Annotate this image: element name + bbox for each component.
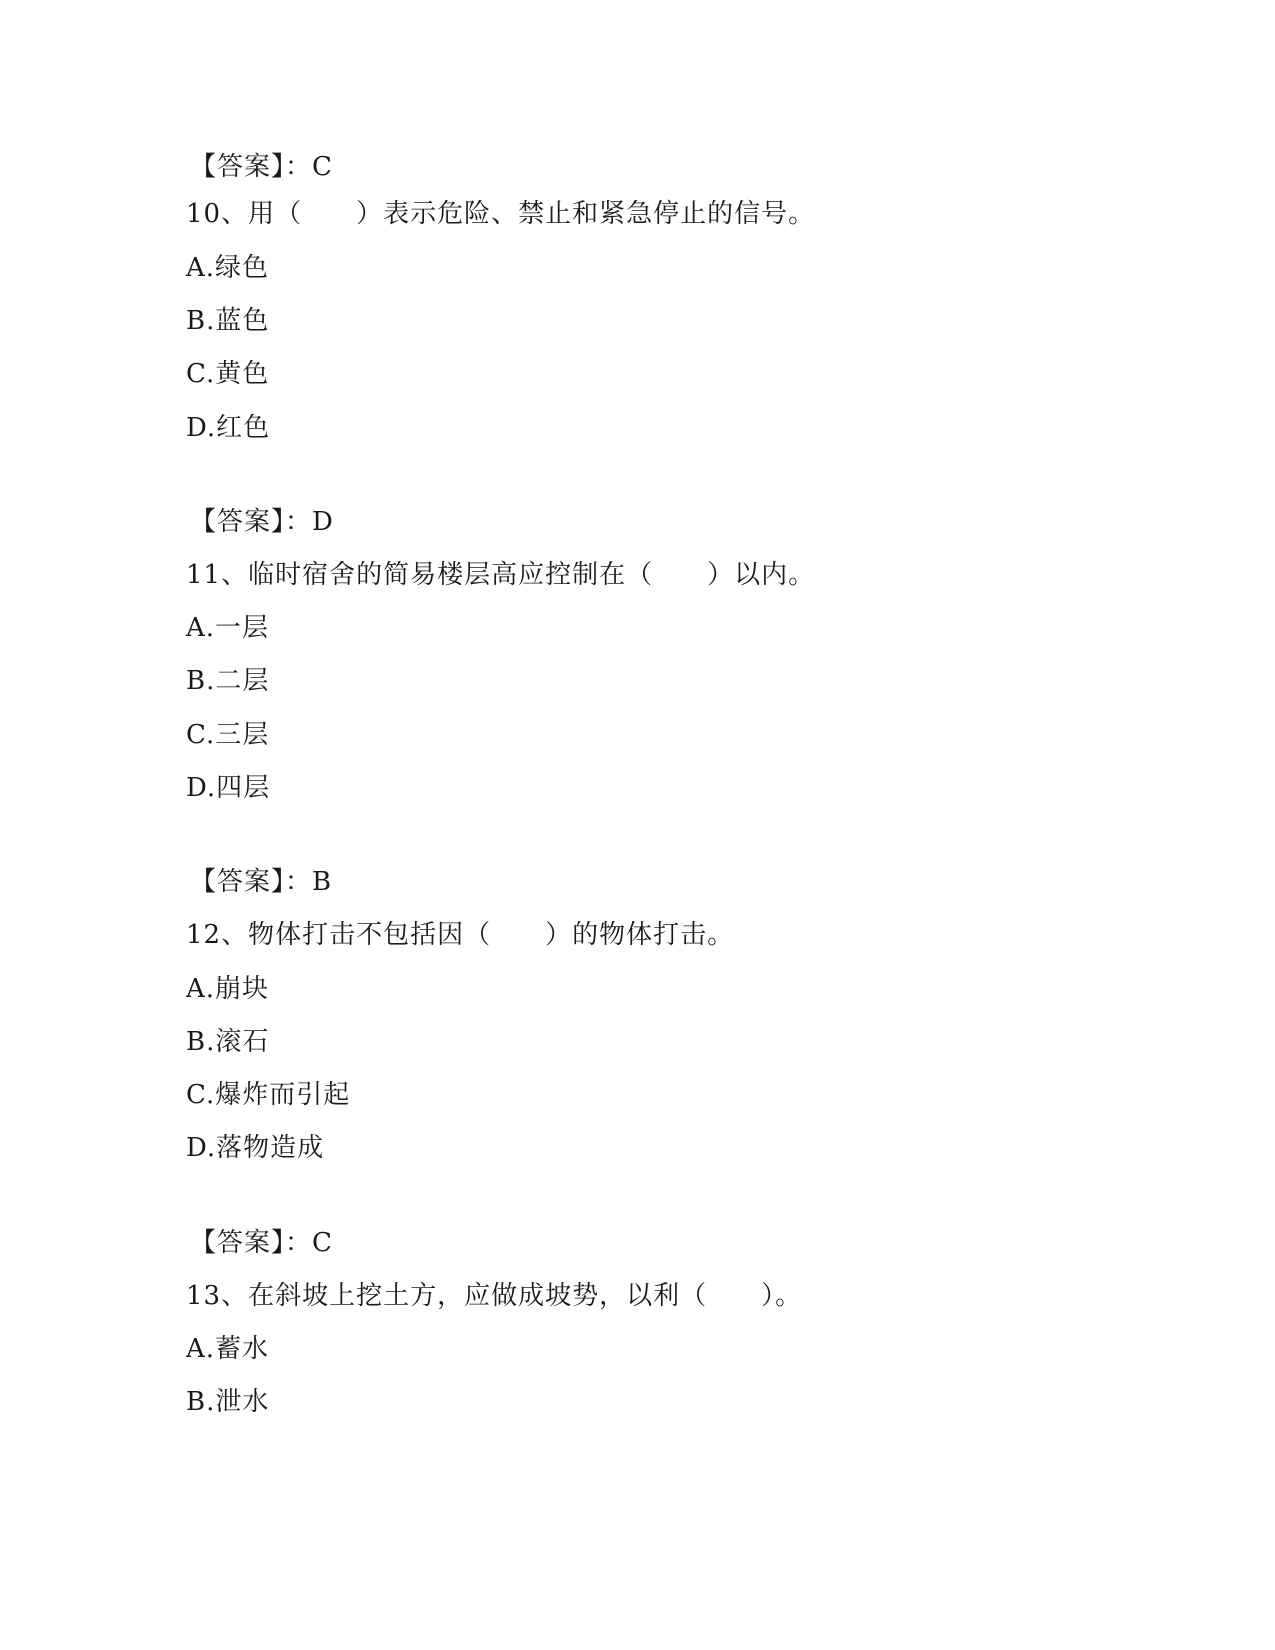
option-line: A.蓄水 <box>186 1334 270 1364</box>
option-line: B.泄水 <box>186 1387 270 1417</box>
answer-line: 【答案】：B <box>190 867 333 897</box>
answer-line: 【答案】：C <box>190 1228 333 1258</box>
option-line: B.蓝色 <box>186 306 270 336</box>
option-line: A.绿色 <box>186 253 270 283</box>
answer-line: 【答案】：D <box>190 507 334 537</box>
question-12: 12、物体打击不包括因（ ）的物体打击。 <box>186 920 735 950</box>
question-11: 11、临时宿舍的简易楼层高应控制在（ ）以内。 <box>186 560 816 590</box>
option-line: C.三层 <box>186 720 270 750</box>
option-line: C.黄色 <box>186 359 270 389</box>
option-line: D.落物造成 <box>186 1133 325 1163</box>
option-line: B.二层 <box>186 666 270 696</box>
option-line: D.四层 <box>186 773 271 803</box>
option-line: D.红色 <box>186 413 271 443</box>
question-10: 10、用（ ）表示危险、禁止和紧急停止的信号。 <box>186 199 816 229</box>
option-line: A.一层 <box>186 613 270 643</box>
option-line: C.爆炸而引起 <box>186 1080 351 1110</box>
option-line: B.滚石 <box>186 1027 270 1057</box>
question-13: 13、在斜坡上挖土方，应做成坡势，以利（ ）。 <box>186 1281 803 1311</box>
answer-line: 【答案】：C <box>190 152 333 182</box>
option-line: A.崩块 <box>186 974 270 1004</box>
